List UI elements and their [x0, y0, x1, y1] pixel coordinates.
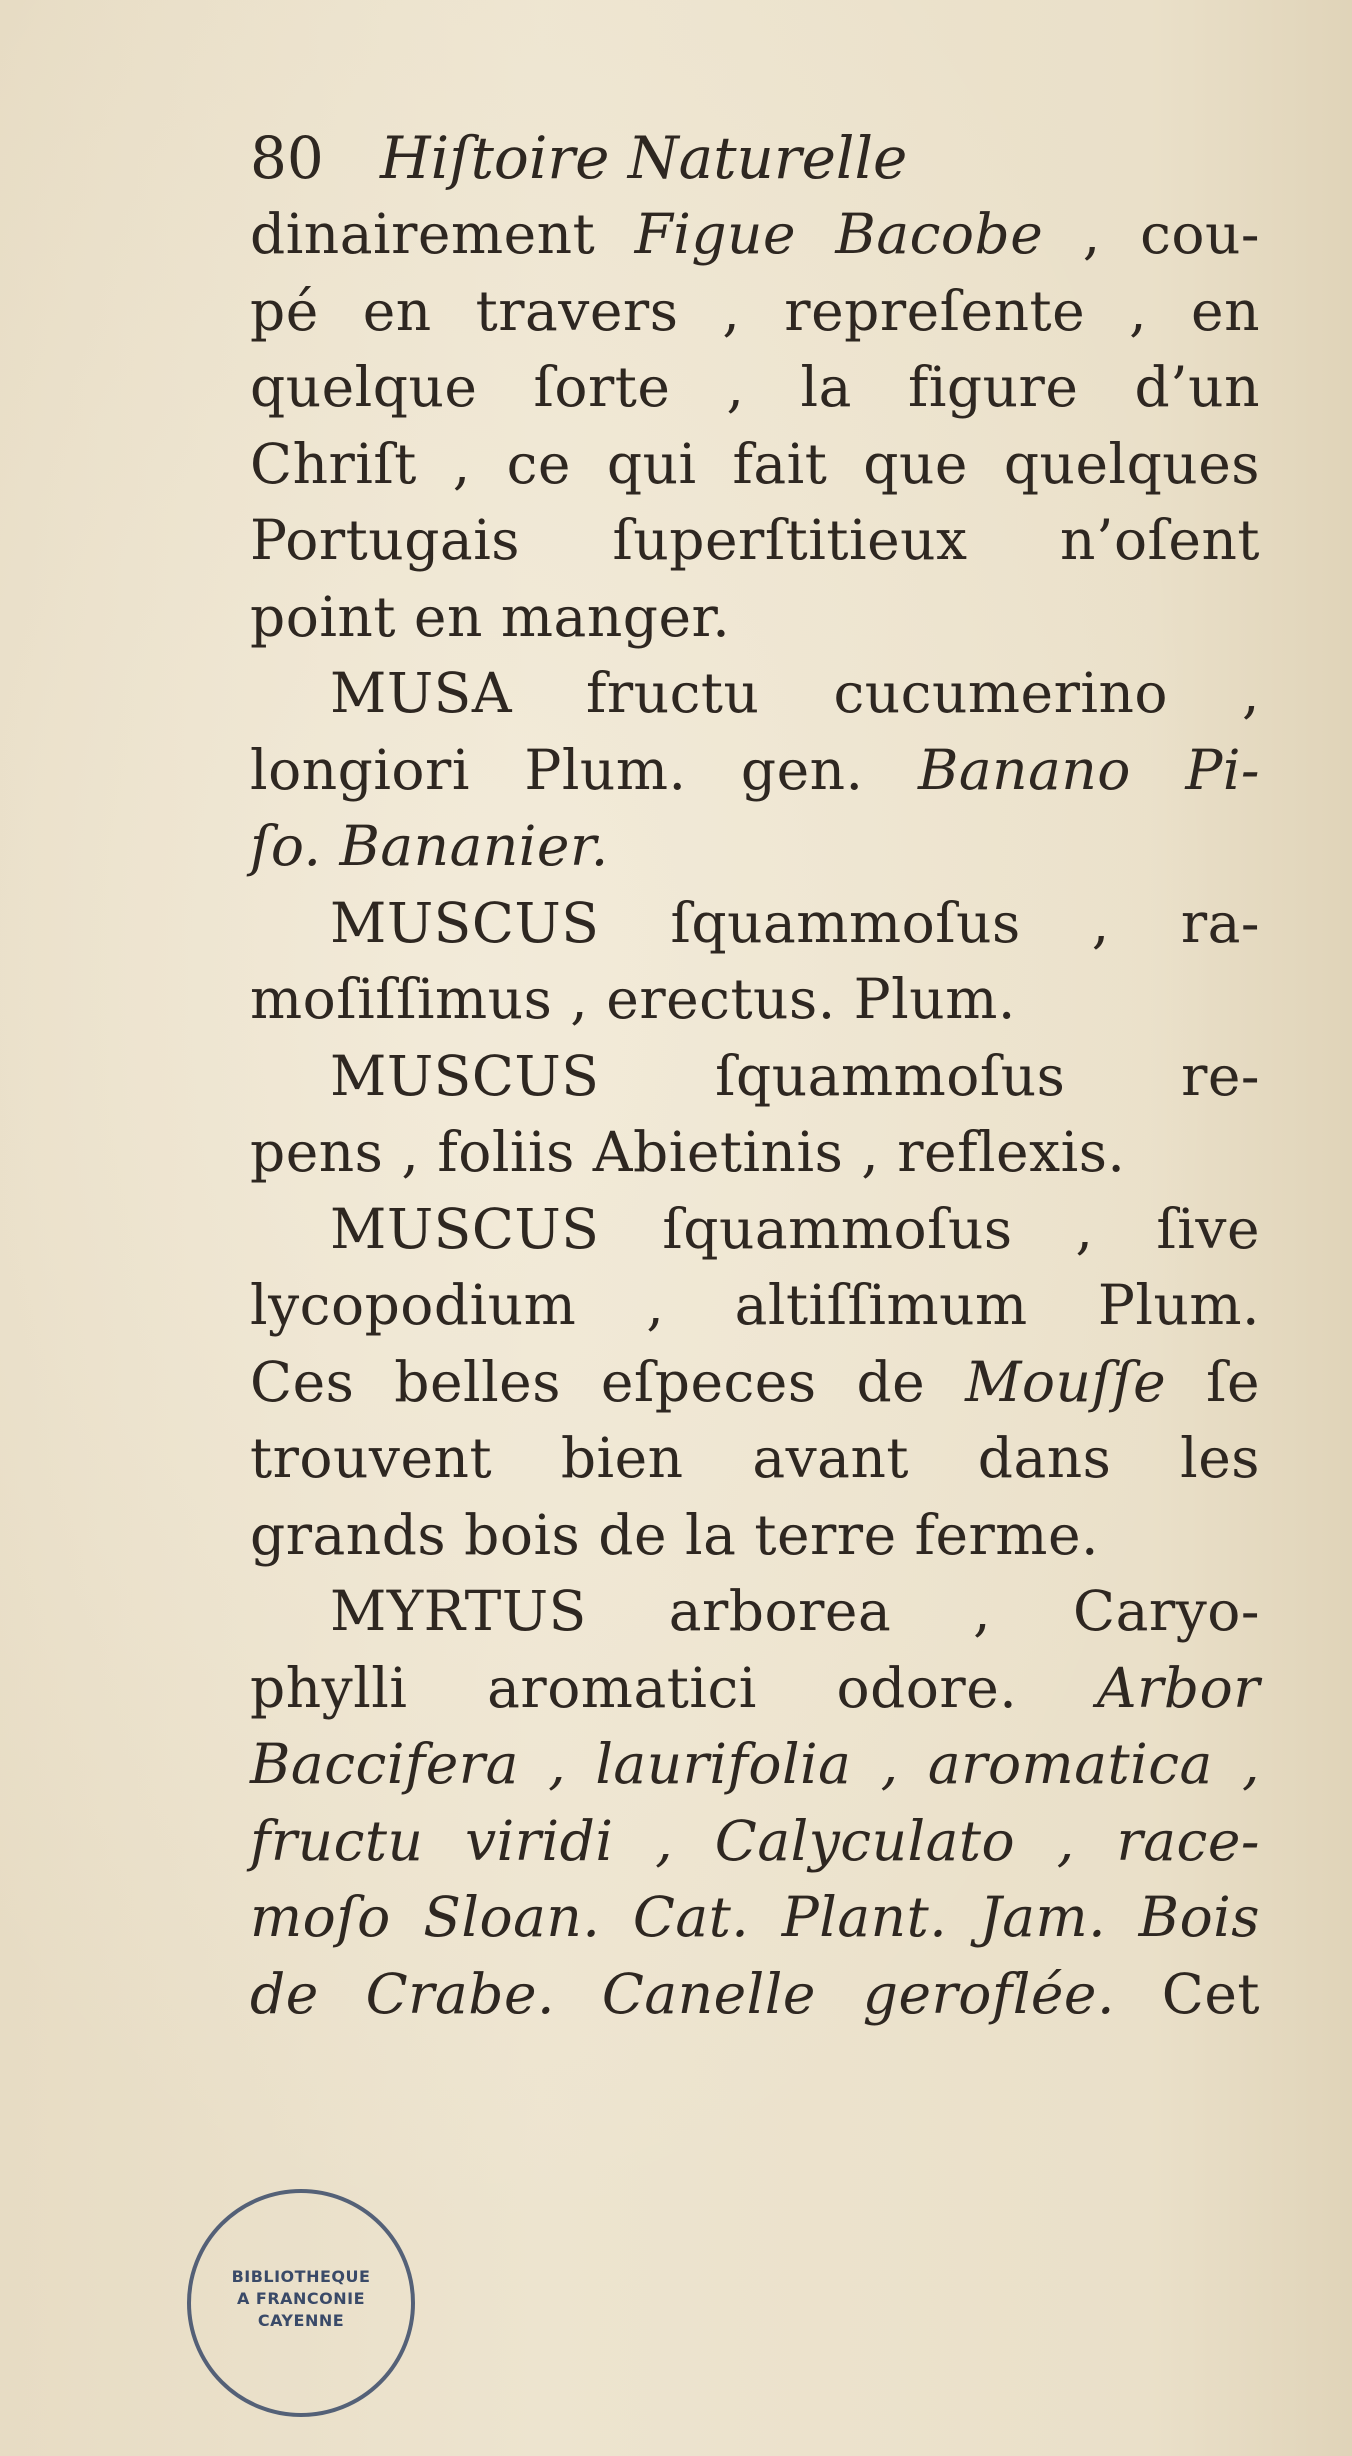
page-header: [250, 118, 907, 198]
italic-text: Figue Bacobe: [634, 202, 1044, 266]
text-line: [250, 1879, 1260, 1956]
text-line: [250, 196, 1260, 273]
italic-text: de Crabe. Canelle geroflée.: [250, 1961, 1115, 2026]
roman-text: MUSCUS ſquammoſus , ra-: [330, 890, 1260, 955]
library-stamp: [176, 2178, 426, 2428]
italic-text: moſo Sloan. Cat. Plant. Jam. Bois: [250, 1885, 1260, 1949]
italic-text: fructu viridi , Calyculato , race-: [250, 1808, 1260, 1873]
roman-text: phylli aromatici odore.: [250, 1655, 1097, 1720]
page-number: 80: [250, 124, 324, 192]
text-line: [250, 808, 1260, 885]
text-line: [250, 1650, 1260, 1727]
text-line: [250, 961, 1260, 1038]
text-line: [250, 732, 1260, 809]
roman-text: Ces belles eſpeces de: [250, 1349, 966, 1414]
text-line: [250, 1420, 1260, 1497]
italic-text: Mouſſe: [965, 1349, 1167, 1414]
italic-text: Arbor: [1096, 1655, 1260, 1720]
stamp-line: CAYENNE: [257, 2311, 345, 2330]
roman-text: MUSCUS ſquammoſus , ſive: [330, 1196, 1260, 1261]
text-line: [250, 1267, 1260, 1344]
roman-text: , cou-: [1043, 202, 1261, 266]
italic-text: Banano Pi-: [917, 737, 1260, 802]
text-line: [250, 1726, 1260, 1803]
text-line: [250, 1956, 1260, 2033]
text-line: [250, 1038, 1260, 1115]
text-line: [250, 1191, 1260, 1268]
roman-text: Chriſt , ce qui fait que quelques: [250, 431, 1260, 496]
text-line: [250, 655, 1260, 732]
text-line: [250, 1344, 1260, 1421]
stamp-line: A FRANCONIE: [236, 2289, 366, 2308]
italic-text: ſo. Bananier.: [250, 814, 609, 878]
roman-text: Cet: [1114, 1961, 1261, 2026]
body-text: [250, 196, 1260, 2032]
stamp-line: BIBLIOTHEQUE: [231, 2267, 371, 2286]
roman-text: grands bois de la terre ferme.: [250, 1502, 1099, 1567]
text-line: [250, 1803, 1260, 1880]
text-line: [250, 349, 1260, 426]
text-line: [250, 1114, 1260, 1191]
text-line: [250, 273, 1260, 350]
text-line: [250, 426, 1260, 503]
italic-text: Baccifera , laurifolia , aromatica ,: [250, 1732, 1260, 1796]
running-title: Hiſtoire Naturelle: [380, 124, 908, 192]
text-line: [250, 502, 1260, 579]
roman-text: pé en travers , repreſente , en: [250, 278, 1260, 343]
roman-text: point en manger.: [250, 584, 731, 649]
roman-text: Portugais ſuperſtitieux n’oſent: [250, 508, 1260, 572]
roman-text: ſe: [1166, 1349, 1261, 1414]
roman-text: lycopodium , altiſſimum Plum.: [250, 1273, 1260, 1337]
roman-text: MUSCUS ſquammoſus re-: [330, 1043, 1260, 1108]
roman-text: MUSA fructu cucumerino ,: [330, 661, 1260, 725]
stamp-text: [176, 2266, 426, 2332]
roman-text: trouvent bien avant dans les: [250, 1426, 1260, 1490]
text-line: [250, 1573, 1260, 1650]
roman-text: moſiſſimus , erectus. Plum.: [250, 967, 1016, 1031]
roman-text: pens , foliis Abietinis , reflexis.: [250, 1120, 1126, 1184]
text-line: [250, 885, 1260, 962]
text-line: [250, 579, 1260, 656]
text-line: [250, 1497, 1260, 1574]
roman-text: quelque ſorte , la figure d’un: [250, 355, 1260, 419]
roman-text: longiori Plum. gen.: [250, 737, 918, 802]
roman-text: dinairement: [250, 202, 635, 266]
roman-text: MYRTUS arborea , Caryo-: [330, 1579, 1260, 1643]
